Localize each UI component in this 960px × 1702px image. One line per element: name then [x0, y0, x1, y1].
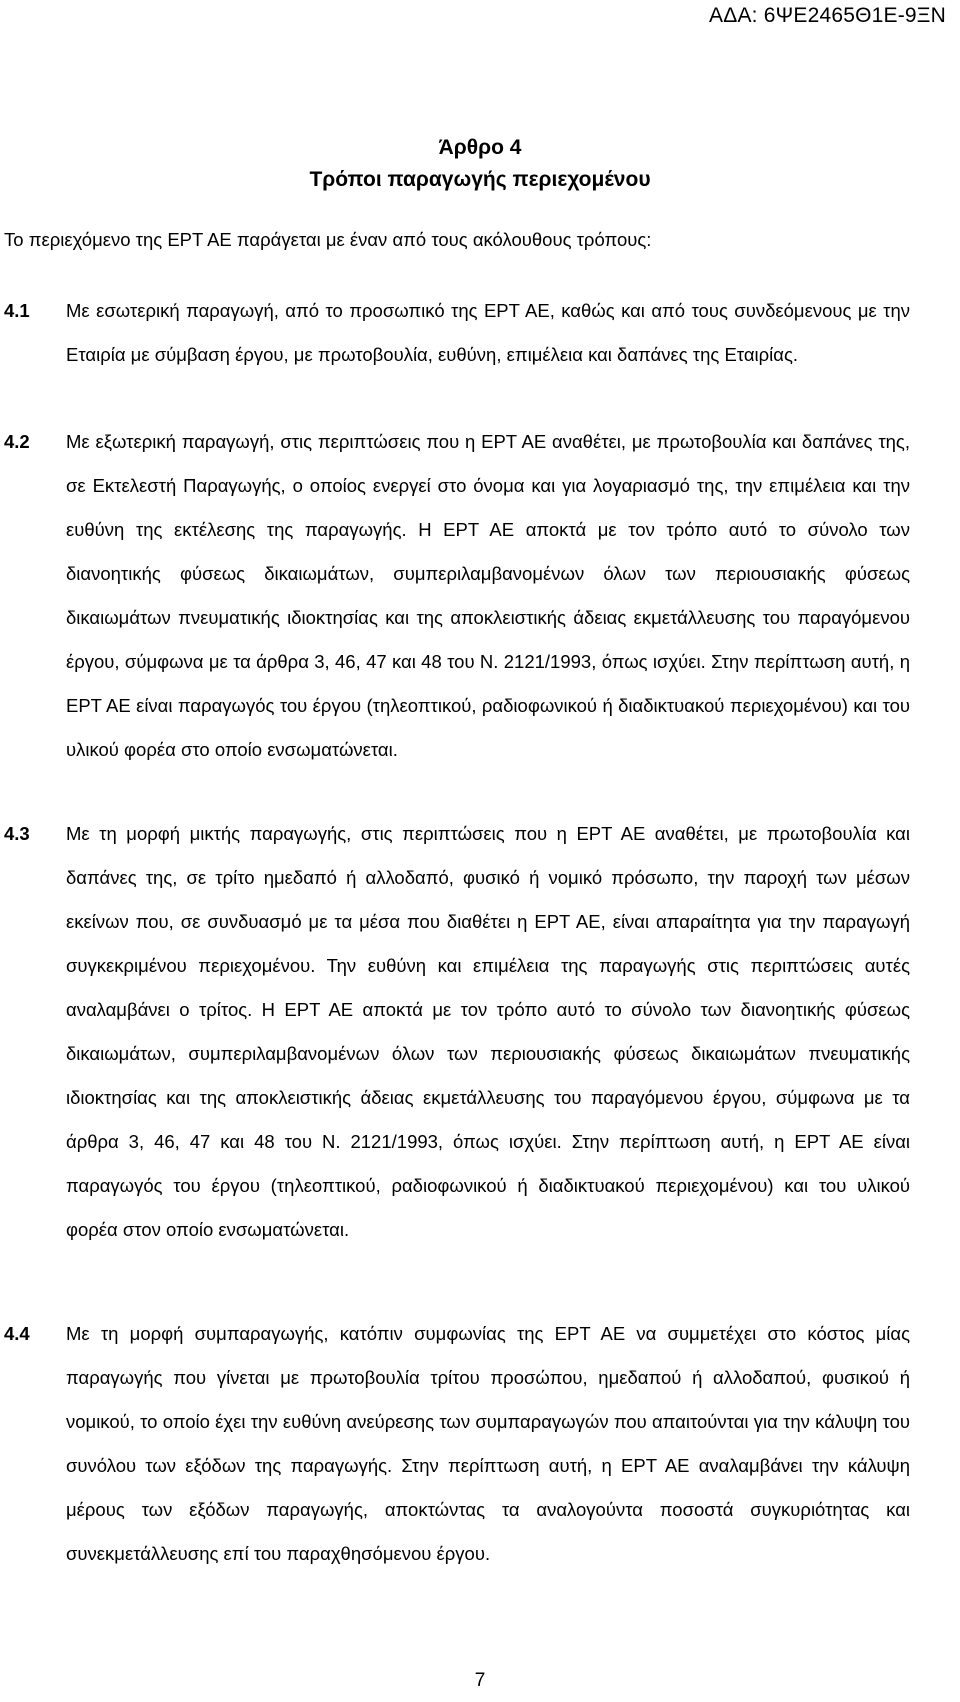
article-number: Άρθρο 4	[438, 136, 522, 159]
section-text: Με εξωτερική παραγωγή, στις περιπτώσεις που η ΕΡΤ ΑΕ αναθέτει, με πρωτοβουλία και δαπάνες της, σε Εκτελεστή Παραγωγής, ο οποίος ενεργεί στο όνομα και για λογαριασμό της, την επιμέλεια και την ευθύνη της εκτέλεσης της παραγωγής. Η ΕΡΤ ΑΕ αποκτά με τον τρόπο αυτό το σύνολο των διανοητικής φύσεως δικαιωμάτων, συμπεριλαμβανομένων όλων των περιουσιακής φύσεως δικαιωμάτων πνευματικής ιδιοκτησίας και της αποκλειστικής άδειας εκμετάλλευσης του παραγόμενου έργου, σύμφωνα με τα άρθρα 3, 46, 47 και 48 του Ν. 2121/1993, όπως ισχύει. Στην περίπτωση αυτή, η ΕΡΤ ΑΕ είναι παραγωγός του έργου (τηλεοπτικού, ραδιοφωνικού ή διαδικτυακού περιεχομένου) και του υλικού φορέα στο οποίο ενσωματώνεται.	[66, 431, 910, 760]
section-number: 4.3	[4, 823, 30, 844]
section-4-3	[4, 812, 910, 1252]
section-4-4	[4, 1312, 910, 1576]
page-number: 7	[474, 1670, 486, 1691]
article-intro: Το περιεχόμενο της ΕΡΤ ΑΕ παράγεται με έναν από τους ακόλουθους τρόπους:	[4, 229, 652, 250]
section-number: 4.1	[4, 300, 30, 321]
section-4-1	[4, 289, 910, 377]
section-text: Με τη μορφή συμπαραγωγής, κατόπιν συμφωνίας της ΕΡΤ ΑΕ να συμμετέχει στο κόστος μίας παραγωγής που γίνεται με πρωτοβουλία τρίτου προσώπου, ημεδαπού ή αλλοδαπού, φυσικού ή νομικού, το οποίο έχει την ευθύνη ανεύρεσης των συμπαραγωγών που απαιτούνται για την κάλυψη του συνόλου των εξόδων της παραγωγής. Στην περίπτωση αυτή, η ΕΡΤ ΑΕ αναλαμβάνει την κάλυψη μέρους των εξόδων παραγωγής, αποκτώντας τα αναλογούντα ποσοστά συγκυριότητας και συνεκμετάλλευσης επί του παραχθησόμενου έργου.	[66, 1323, 910, 1564]
section-number: 4.4	[4, 1323, 30, 1344]
ada-code: ΑΔΑ: 6ΨΕ2465Θ1Ε-9ΞΝ	[709, 4, 946, 27]
article-title: Τρόποι παραγωγής περιεχομένου	[309, 168, 651, 191]
section-4-2	[4, 420, 910, 772]
section-number: 4.2	[4, 431, 30, 452]
section-text: Με τη μορφή μικτής παραγωγής, στις περιπτώσεις που η ΕΡΤ ΑΕ αναθέτει, με πρωτοβουλία και δαπάνες της, σε τρίτο ημεδαπό ή αλλοδαπό, φυσικό ή νομικό πρόσωπο, την παροχή των μέσων εκείνων που, σε συνδυασμό με τα μέσα που διαθέτει η ΕΡΤ ΑΕ, είναι απαραίτητα για την παραγωγή συγκεκριμένου περιεχομένου. Την ευθύνη και επιμέλεια της παραγωγής στις περιπτώσεις αυτές αναλαμβάνει ο τρίτος. Η ΕΡΤ ΑΕ αποκτά με τον τρόπο αυτό το σύνολο των διανοητικής φύσεως δικαιωμάτων, συμπεριλαμβανομένων όλων των περιουσιακής φύσεως δικαιωμάτων πνευματικής ιδιοκτησίας και της αποκλειστικής άδειας εκμετάλλευσης του παραγόμενου έργου, σύμφωνα με τα άρθρα 3, 46, 47 και 48 του Ν. 2121/1993, όπως ισχύει. Στην περίπτωση αυτή, η ΕΡΤ ΑΕ είναι παραγωγός του έργου (τηλεοπτικού, ραδιοφωνικού ή διαδικτυακού περιεχομένου) και του υλικού φορέα στον οποίο ενσωματώνεται.	[66, 823, 910, 1240]
section-text: Με εσωτερική παραγωγή, από το προσωπικό της ΕΡΤ ΑΕ, καθώς και από τους συνδεόμενους με την Εταιρία με σύμβαση έργου, με πρωτοβουλία, ευθύνη, επιμέλεια και δαπάνες της Εταιρίας.	[66, 300, 910, 365]
